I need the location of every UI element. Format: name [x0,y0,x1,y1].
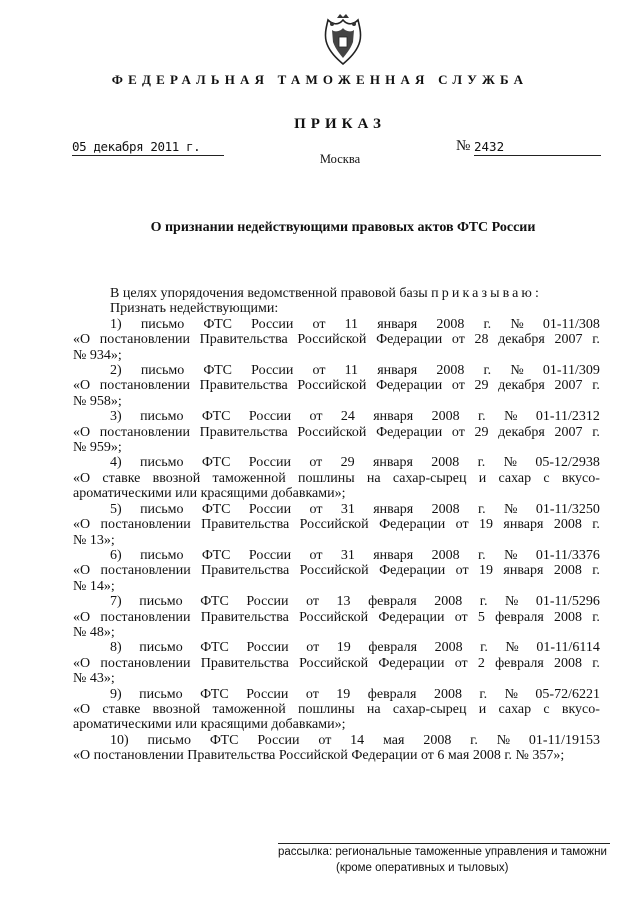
list-item-subject [73,702,600,717]
subject-word: и [478,701,487,717]
subject-word: Правительства [200,655,289,671]
subject-word: от [451,378,465,394]
subject-word: вкусо- [561,470,600,486]
list-item-token: 7) [110,594,122,610]
list-item-token: г. [480,640,488,656]
list-item-subject: № 959»; [73,440,122,456]
subject-word: с [543,701,550,717]
list-item-token: г. [479,594,488,610]
intro-line: В целях упорядочения ведомственной правовой базы приказываю: [110,286,542,301]
subject-word: 2 [477,655,485,671]
list-item-token: 19 [336,640,351,656]
list-item-token: 2008 [431,547,460,563]
subject-word: «О [73,424,91,440]
list-item-token: 2) [110,363,122,379]
list-item-token: г. [483,363,492,379]
list-item-token: от [306,594,319,610]
list-item-token: января [377,363,418,379]
list-item-token: № [503,455,518,471]
subject-word: от [454,655,468,671]
subject-word: с [543,470,550,486]
subject-word: на [366,470,381,486]
list-item-token: января [372,455,413,471]
list-item-header [73,640,600,655]
subject-word: от [451,424,465,440]
subject-word: пошлины [297,470,355,486]
list-item [73,594,600,640]
subject-word: г. [592,517,600,533]
subject-word: ставке [102,470,141,486]
list-item-number: 01-11/5296 [535,594,600,610]
subject-word: декабря [498,332,545,348]
declare-line: Признать недействующими: [110,301,279,317]
subject-word: «О [73,517,91,533]
list-item [73,640,600,686]
subject-word: сахар [498,701,532,717]
list-item-token: 2008 [431,409,460,425]
list-item-subject: № 48»; [73,624,115,640]
list-item-token: 13 [336,594,351,610]
list-item-token: г. [477,455,486,471]
list-item-token: 6) [110,547,122,563]
list-item-token: ФТС [209,732,239,748]
subject-word: ввозной [152,701,201,717]
list-item-subject [73,378,600,393]
subject-word: сахар-сырец [392,701,467,717]
list-item-subject [73,563,600,578]
list-item-token: 4) [110,455,122,471]
subject-word: Российской [297,378,367,394]
order-body [73,286,600,764]
list-item-token: письмо [139,640,183,656]
list-item-token: мая [383,732,405,748]
subject-word: г. [592,563,600,579]
list-item-token: от [309,547,323,563]
list-item-subject: № 14»; [73,578,115,594]
list-item-token: письмо [140,455,184,471]
list-item-token: ФТС [201,501,231,517]
list-item [73,409,600,455]
subject-word: Федерации [376,424,443,440]
list-item-subject [73,610,600,625]
list-item-subject: № 13»; [73,532,115,548]
list-item-token: письмо [140,409,184,425]
list-item-token: 2008 [436,363,465,379]
subject-word: 2007 [554,332,583,348]
list-item-token: России [246,640,289,656]
subject-word: «О [73,378,91,394]
list-item-token: России [248,455,291,471]
subject-word: Российской [299,563,369,579]
list-item-token: февраля [368,640,418,656]
subject-word: от [455,517,469,533]
list-item-token: 2008 [433,686,462,702]
list-item-token: 1) [110,316,122,332]
list-item-header [73,455,600,470]
list-item-header [73,317,600,332]
list-item-token: от [318,732,332,748]
order-number-sign: № [456,138,471,154]
list-item [73,502,600,548]
subject-word: таможенной [212,470,286,486]
subject-word: 29 [474,424,489,440]
list-item-token: 29 [340,455,355,471]
list-item-subject: «О постановлении Правительства Российской Федерации от 6 мая 2008 г. № 357»; [73,748,565,764]
list-item [73,455,600,501]
list-item-token: ФТС [200,686,229,702]
footer-divider [278,843,610,844]
list-item-token: г. [479,686,488,702]
subject-word: января [503,517,544,533]
subject-word: «О [73,655,91,671]
subject-word: «О [73,470,91,486]
list-item-token: ФТС [201,409,231,425]
subject-word: от [455,563,469,579]
subject-word: Российской [297,332,367,348]
subject-word: февраля [495,609,544,625]
subject-word: г. [592,424,600,440]
list-item-token: февраля [367,686,417,702]
subject-word: 19 [478,517,493,533]
distribution-list: рассылка: региональные таможенные управления и таможни [278,846,607,858]
list-item-token: от [305,686,319,702]
distribution-note: (кроме оперативных и тыловых) [336,862,509,874]
order-date: 05 декабря 2011 г. [72,139,224,156]
list-item-token: 8) [110,640,122,656]
list-item-token: России [248,547,292,563]
subject-word: ставке [102,701,141,717]
list-item-token: 2008 [431,501,460,517]
document-type: ПРИКАЗ [294,116,386,132]
list-item-header [73,548,600,563]
list-item-token: от [309,455,323,471]
subject-word: постановлении [99,332,190,348]
subject-word: постановлении [99,424,190,440]
subject-word: 28 [474,332,489,348]
subject-word: Правительства [201,517,290,533]
list-item-number: 05-12/2938 [535,455,600,471]
subject-word: Российской [299,517,369,533]
list-item-token: 31 [340,547,355,563]
list-item-token: от [312,316,326,332]
list-item-token: января [373,501,414,517]
list-item-token: г. [478,547,486,563]
list-item-token: 14 [350,732,365,748]
list-item-token: г. [470,732,478,748]
list-item-number: 01-11/6114 [536,640,600,656]
list-item-token: января [373,409,414,425]
list-item-token: № [504,409,518,425]
list-item-token: № [504,686,518,702]
subject-word: от [451,332,465,348]
subject-word: постановлении [100,609,191,625]
list-item [73,548,600,594]
subject-word: Российской [297,424,367,440]
list-item-token: г. [483,316,492,332]
subject-word: пошлины [297,701,355,717]
repealed-acts-list [73,317,600,764]
list-item-number: 01-11/308 [542,316,600,332]
list-item-token: письмо [139,594,183,610]
list-item-token: 2008 [423,732,452,748]
list-item-token: 11 [344,316,359,332]
subject-word: Федерации [379,517,446,533]
list-item-header [73,733,600,748]
list-item-token: № [505,640,519,656]
list-item-number: 01-11/309 [542,363,600,379]
subject-word: постановлении [100,655,191,671]
subject-word: 5 [477,609,485,625]
list-item-header [73,687,600,702]
subject-word: декабря [498,424,545,440]
list-item-token: января [377,316,418,332]
list-item-subject: № 43»; [73,671,115,687]
list-item-token: февраля [368,594,417,610]
agency-name: ФЕДЕРАЛЬНАЯ ТАМОЖЕННАЯ СЛУЖБА [111,72,529,87]
subject-word: Федерации [378,655,445,671]
subject-word: и [478,470,487,486]
list-item-token: ФТС [201,547,231,563]
list-item-token: 9) [110,686,122,702]
list-item-token: 5) [110,501,122,517]
list-item-token: письмо [140,363,185,379]
subject-word: таможенной [212,701,286,717]
list-item-number: 01-11/3376 [535,547,600,563]
list-item-header [73,409,600,424]
subject-word: 2007 [554,378,583,394]
subject-word: Федерации [378,609,445,625]
subject-word: февраля [495,655,544,671]
subject-word: 2008 [554,655,582,671]
subject-word: Правительства [199,424,288,440]
subject-word: Правительства [200,609,289,625]
list-item-token: г. [478,501,486,517]
list-item-token: 2008 [431,455,460,471]
subject-word: 19 [478,563,493,579]
list-item-subject [73,517,600,532]
subject-word: 2007 [554,424,583,440]
list-item-token: России [246,594,289,610]
list-item-token: письмо [147,732,191,748]
list-item-token: России [248,409,292,425]
list-item-number: 01-11/19153 [528,732,600,748]
list-item-number: 05-72/6221 [535,686,600,702]
list-item-token: ФТС [203,363,233,379]
subject-word: постановлении [100,563,191,579]
subject-word: Правительства [201,563,290,579]
subject-word: 2008 [553,563,582,579]
list-item-token: 2008 [434,594,463,610]
subject-word: г. [592,378,600,394]
order-city: Москва [319,152,361,166]
order-title: О признании недействующими правовых актов ФТС России [150,220,536,235]
list-item-token: 19 [336,686,351,702]
list-item-token: 24 [340,409,355,425]
list-item-token: России [251,363,294,379]
list-item-token: России [257,732,300,748]
subject-word: на [366,701,381,717]
list-item-token: ФТС [203,316,233,332]
list-item-token: письмо [140,316,185,332]
list-item-token: № [510,316,524,332]
list-item-token: 3) [110,409,122,425]
list-item-token: от [312,363,326,379]
list-item-token: России [246,686,289,702]
list-item-subject [73,471,600,486]
list-item-token: 10) [110,732,129,748]
order-verb: приказываю: [431,286,542,301]
list-item-header [73,363,600,378]
list-item-token: ФТС [201,455,231,471]
list-item-token: от [309,501,323,517]
list-item-token: от [306,640,320,656]
list-item-subject: ароматическими или красящими добавками»; [73,717,346,733]
list-item-header [73,594,600,609]
coat-of-arms-emblem [318,12,368,68]
list-item-subject: № 958»; [73,393,122,409]
list-item-token: № [496,732,511,748]
list-item-subject [73,656,600,671]
subject-word: «О [73,332,91,348]
list-item-token: № [505,594,519,610]
list-item [73,687,600,733]
subject-word: «О [73,609,91,625]
subject-word: Федерации [376,332,443,348]
list-item-token: № [504,501,518,517]
subject-word: 2008 [553,517,582,533]
subject-word: января [503,563,544,579]
list-item-token: от [309,409,323,425]
list-item-subject [73,425,600,440]
subject-word: постановлении [100,517,191,533]
subject-word: 29 [474,378,489,394]
subject-word: г. [592,332,600,348]
order-number: 2432 [474,139,601,156]
list-item-header [73,502,600,517]
subject-word: декабря [498,378,545,394]
subject-word: сахар [498,470,532,486]
list-item-token: 2008 [436,316,465,332]
subject-word: «О [73,563,91,579]
list-item-number: 01-11/3250 [535,501,600,517]
subject-word: 2008 [554,609,582,625]
subject-word: Правительства [199,378,288,394]
list-item-token: России [251,316,294,332]
list-item-number: 01-11/2312 [535,409,600,425]
list-item-subject: ароматическими или красящими добавками»; [73,486,346,502]
subject-word: г. [592,609,600,625]
list-item-token: января [373,547,414,563]
subject-word: Федерации [376,378,443,394]
subject-word: сахар-сырец [392,470,467,486]
list-item-token: ФТС [200,594,229,610]
list-item [73,363,600,409]
list-item-token: № [504,547,518,563]
list-item-token: г. [478,409,486,425]
subject-word: от [454,609,468,625]
list-item-token: № [510,363,524,379]
list-item-token: письмо [139,686,183,702]
subject-word: г. [592,655,600,671]
subject-word: «О [73,701,91,717]
list-item-token: письмо [140,547,184,563]
list-item-token: письмо [140,501,184,517]
subject-word: Российской [299,609,369,625]
list-item [73,317,600,363]
subject-word: Правительства [199,332,288,348]
list-item-token: 11 [344,363,359,379]
list-item-subject: № 934»; [73,347,122,363]
subject-word: Федерации [379,563,446,579]
list-item-token: ФТС [200,640,229,656]
list-item [73,733,600,764]
list-item-subject [73,332,600,347]
subject-word: Российской [299,655,369,671]
list-item-token: 2008 [434,640,463,656]
subject-word: вкусо- [561,701,600,717]
subject-word: постановлении [99,378,190,394]
list-item-token: 31 [340,501,355,517]
list-item-token: России [248,501,292,517]
subject-word: ввозной [152,470,201,486]
